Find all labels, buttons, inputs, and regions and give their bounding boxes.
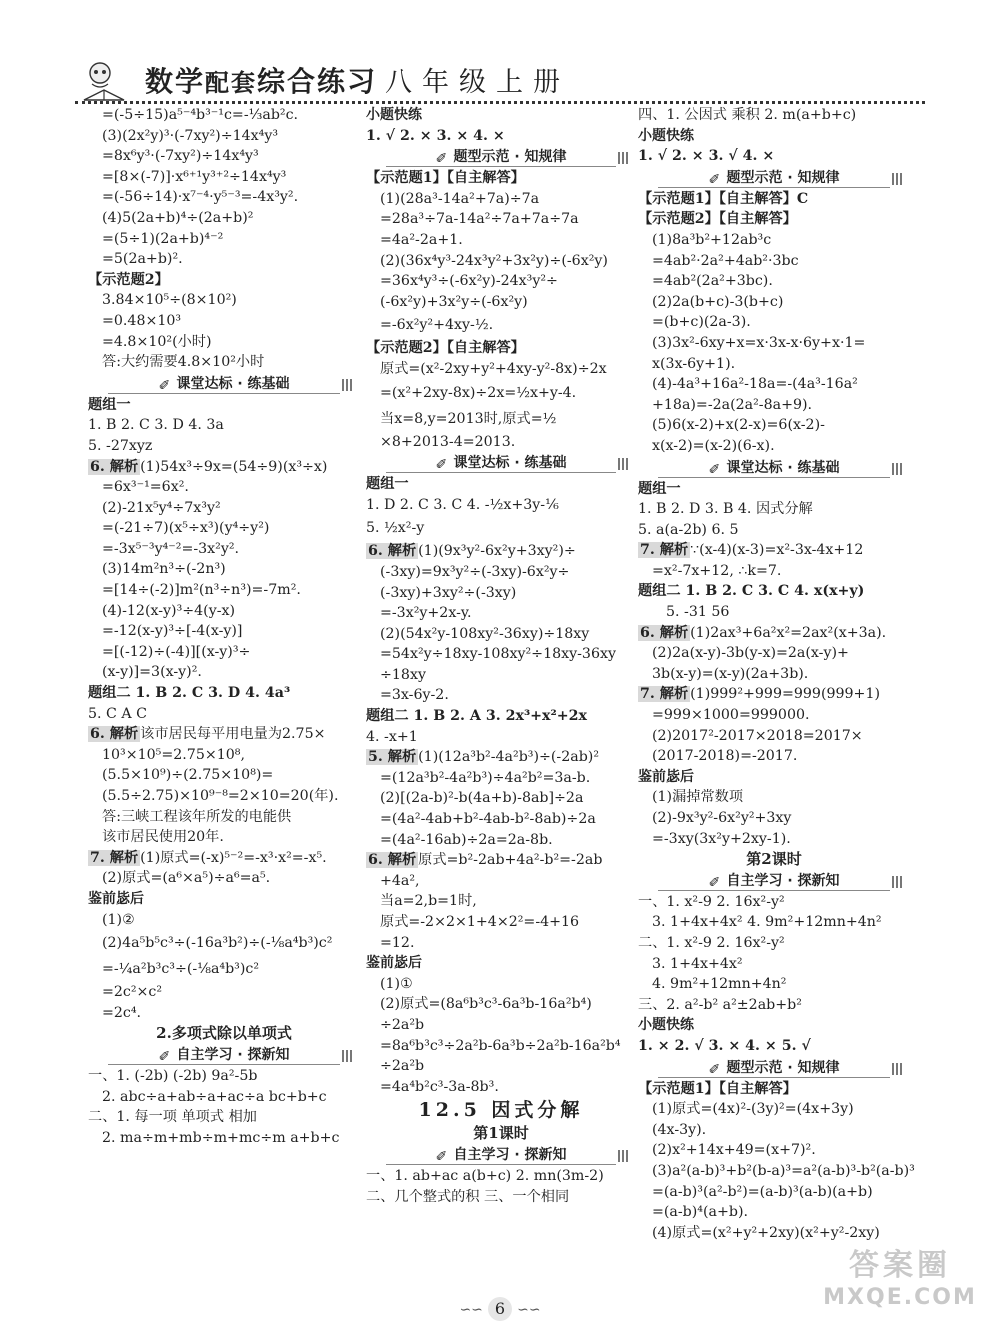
book-title: 数学配套综合练习 <box>145 65 378 98</box>
answer-column-2 <box>366 105 636 1207</box>
answer-line: 1. D 2. C 3. C 4. -½x+3y-⅙ <box>366 496 559 513</box>
answer-line <box>88 457 360 478</box>
lesson-heading: 第1课时 <box>473 1124 529 1143</box>
section-banner-label: ✐ 课堂达标 · 练基础 <box>708 460 839 476</box>
answer-line: 1. √ 2. × 3. √ 4. × <box>638 148 775 165</box>
watermark-logo <box>810 1247 990 1317</box>
answer-line: (2)原式=(a⁶×a⁵)÷a⁶=a⁵. <box>102 870 271 887</box>
answer-line: (-3xy)+3xy²÷(-3xy) <box>380 584 517 601</box>
answer-line: (2)[(2a-b)²-b(4a+b)-8ab]÷2a <box>380 790 584 807</box>
answer-line <box>638 540 910 561</box>
answer-line <box>88 848 360 869</box>
answer-line: (2)4a⁵b⁵c³÷(-16a³b²)÷(-⅛a⁴b³)c² <box>102 935 333 952</box>
answer-line: (4x-3y). <box>652 1121 707 1138</box>
answer-line: =5(2a+b)². <box>102 251 183 268</box>
answer-line: 10³×10⁵=2.75×10⁸, <box>102 746 245 763</box>
section-banner <box>366 146 636 168</box>
lesson-heading: 2.多项式除以单项式 <box>156 1024 292 1043</box>
answer-line: 5. ½x²-y <box>366 520 425 537</box>
answer-line: =(12a³b²-4a²b³)÷4a²b²=3a-b. <box>380 769 591 786</box>
answer-line: =999×1000=999000. <box>652 707 810 724</box>
answer-line: (3)3x²-6xy+x=x·3x-x·6y+x·1= <box>652 334 866 351</box>
answer-line: 3b(x-y)=(x-y)(2a+3b). <box>652 665 809 682</box>
answer-line: 1. √ 2. × 3. × 4. × <box>366 127 505 144</box>
answer-line: ÷18xy <box>380 666 426 683</box>
answer-column-1 <box>88 105 360 1148</box>
answer-line: =(5÷1)(2a+b)⁴⁻² <box>102 230 224 247</box>
analysis-tag: 5. 解析 <box>368 749 417 766</box>
analysis-tag: 7. 解析 <box>640 686 689 703</box>
answer-line: =4ab²·2a²+4ab²·3bc <box>652 252 799 269</box>
analysis-tag: 7. 解析 <box>90 849 139 866</box>
answer-line: 题组二 1. B 2. A 3. 2x³+x²+2x <box>366 708 587 725</box>
answer-line: 该市居民使用20年. <box>102 829 224 846</box>
analysis-tag: 6. 解析 <box>90 458 139 475</box>
answer-line: (2)-21x⁵y⁴÷7x³y² <box>102 499 221 516</box>
answer-line: =-6x²y²+4xy-½. <box>380 317 494 334</box>
answer-line: =-3xy(3x²y+2xy-1). <box>652 830 791 847</box>
answer-line: (2)(36x⁴y³-24x³y²+3x²y)÷(-6x²y) <box>380 252 608 269</box>
answer-line: =(-56÷14)·x⁷⁻⁴·y⁵⁻³=-4x³y². <box>102 189 299 206</box>
section-banner-label: ✐ 题型示范 · 知规律 <box>708 170 839 186</box>
answer-line: =4a⁴b²c³-3a-8b³. <box>380 1078 499 1095</box>
answer-line: (4)-4a³+16a²-18a=-(4a³-16a² <box>652 376 858 393</box>
answer-line: ÷2a²b <box>380 1016 425 1033</box>
answer-line: =8x⁶y³·(-7xy²)÷14x⁴y³ <box>102 148 259 165</box>
answer-line: (4)-12(x-y)³÷4(y-x) <box>102 602 236 619</box>
answer-line: =-3x²y+2x-y. <box>380 605 472 622</box>
section-banner-label: ✐ 题型示范 · 知规律 <box>708 1060 839 1076</box>
answer-line: =x²-7x+12, ∴k=7. <box>652 562 782 579</box>
answer-line: (4)5(2a+b)⁴÷(2a+b)² <box>102 209 254 226</box>
answer-text: (1)(9x³y²-6x²y+3xy²)÷ <box>418 543 576 560</box>
answer-line: =28a³÷7a-14a²÷7a+7a÷7a <box>380 211 579 228</box>
answer-line <box>366 850 636 871</box>
answer-line: 4. -x+1 <box>366 728 418 745</box>
answer-line: =3x-6y-2. <box>380 687 449 704</box>
answer-line: =2c⁴. <box>102 1004 142 1021</box>
section-banner <box>366 1144 636 1166</box>
book-grade: 八年级上册 <box>385 67 570 98</box>
answer-line: =(x²+2xy-8x)÷2x=½x+y-4. <box>380 384 577 401</box>
answer-line: (2)2017²-2017×2018=2017× <box>652 727 863 744</box>
answer-line: (2017-2018)=-2017. <box>652 748 798 765</box>
answer-line: =[(-12)÷(-4)][(x-y)³÷ <box>102 643 251 660</box>
analysis-tag: 7. 解析 <box>640 542 689 559</box>
watermark-url: MXQE.COM <box>823 1285 977 1310</box>
section-banner-label: ✐ 自主学习 · 探新知 <box>158 1047 289 1063</box>
answer-line: +4a², <box>380 872 420 889</box>
subsection-heading: 小题快练 <box>638 127 694 144</box>
section-banner <box>638 167 910 189</box>
answer-line <box>88 724 360 745</box>
answer-line: (5)6(x-2)+x(2-x)=6(x-2)- <box>652 417 825 434</box>
answer-column-3 <box>638 105 915 1243</box>
answer-line: (2)原式=(8a⁶b³c³-6a³b-16a²b⁴) <box>380 996 592 1013</box>
answer-line: 5. C A C <box>88 705 148 722</box>
answer-line: =6x³⁻¹=6x². <box>102 479 189 496</box>
section-banner <box>638 1057 910 1079</box>
answer-line <box>366 747 636 768</box>
answer-line: 二、几个整式的积 三、一个相同 <box>366 1188 570 1205</box>
answer-text: (1)原式=(-x)⁵⁻²=-x³·x²=-x⁵. <box>140 849 327 866</box>
analysis-tag: 6. 解析 <box>368 543 417 560</box>
subsection-heading: 小题快练 <box>366 107 422 123</box>
answer-line: =(a-b)⁴(a+b). <box>652 1204 748 1221</box>
section-banner-label: ✐ 课堂达标 · 练基础 <box>435 455 566 471</box>
answer-line: =4a²-2a+1. <box>380 231 463 248</box>
answer-line: 题组一 <box>88 396 131 413</box>
answer-line: 当x=8,y=2013时,原式=½ <box>380 410 557 427</box>
subsection-heading: 鉴前毖后 <box>88 890 144 907</box>
answer-line: 四、1. 公因式 乘积 2. m(a+b+c) <box>638 107 857 123</box>
answer-line: x(x-2)=(x-2)(6-x). <box>652 437 775 454</box>
answer-line: =(-5÷15)a⁵⁻⁴b³⁻¹c=-⅓ab²c. <box>102 107 299 123</box>
section-banner <box>638 457 910 479</box>
section-banner <box>366 452 636 474</box>
answer-line: 题组一 <box>638 480 681 497</box>
answer-line: 【示范题2】【自主解答】 <box>638 211 797 228</box>
answer-line: 答:三峡工程该年所发的电能供 <box>102 808 292 825</box>
page-header <box>0 0 1000 105</box>
answer-line: 1. × 2. √ 3. × 4. × 5. √ <box>638 1037 811 1054</box>
answer-line: 二、1. x²-9 2. 16x²-y² <box>638 934 785 951</box>
answer-line: 3. 1+4x+4x² 4. 9m²+12mn+4n² <box>652 914 882 931</box>
subsection-heading: 小题快练 <box>638 1017 694 1034</box>
answer-line: 当a=2,b=1时, <box>380 893 477 910</box>
answer-line: =-12(x-y)³÷[-4(x-y)] <box>102 623 243 640</box>
answer-line: 5. a(a-2b) 6. 5 <box>638 521 739 538</box>
answer-line: (5.5×10⁹)÷(2.75×10⁸)= <box>102 767 274 784</box>
chapter-heading: 12.5 因式分解 <box>418 1099 584 1122</box>
answer-line: 三、2. a²-b² a²±2ab+b² <box>638 996 802 1013</box>
answer-line <box>366 541 636 562</box>
answer-line: (2)x²+14x+49=(x+7)². <box>652 1142 816 1159</box>
answer-line: (-3xy)=9x³y²÷(-3xy)-6x²y÷ <box>380 563 570 580</box>
answer-line: 4. 9m²+12mn+4n² <box>652 976 787 993</box>
answer-line: =(-21÷7)(x⁵÷x³)(y⁴÷y²) <box>102 520 270 537</box>
answer-line: =[14÷(-2)]m²(n³÷n³)=-7m². <box>102 582 301 599</box>
answer-line: ÷2a²b <box>380 1058 425 1075</box>
answer-line: =-¼a²b³c³÷(-⅛a⁴b³)c² <box>102 961 260 978</box>
answer-line: 5. -31 56 <box>666 604 730 621</box>
answer-line: =(4a²-16ab)÷2a=2a-8b. <box>380 831 553 848</box>
answer-line <box>638 684 910 705</box>
answer-line: =4ab²(2a²+3bc). <box>652 273 773 290</box>
answer-line: =36x⁴y³÷(-6x²y)-24x³y²÷ <box>380 273 558 290</box>
answer-line: (2)2a(b+c)-3(b+c) <box>652 293 784 310</box>
answer-line: 3. 1+4x+4x² <box>652 955 743 972</box>
section-banner <box>638 870 910 892</box>
answer-text: ∵(x-4)(x-3)=x²-3x-4x+12 <box>690 542 864 559</box>
answer-line: (2)(54x²y-108xy²-36xy)÷18xy <box>380 625 590 642</box>
analysis-tag: 6. 解析 <box>90 726 139 743</box>
analysis-tag: 6. 解析 <box>368 852 417 869</box>
answer-line: 2. abc÷a+ab÷a+ac÷a bc+b+c <box>102 1088 327 1105</box>
answer-line: 【示范题1】【自主解答】 <box>366 170 525 187</box>
answer-line: (1)(28a³-14a²+7a)÷7a <box>380 190 540 207</box>
answer-line: (3)(2x²y)³·(-7xy²)÷14x⁴y³ <box>102 127 279 144</box>
answer-line: (5.5÷2.75)×10⁹⁻⁸=2×10=20(年). <box>102 788 339 804</box>
answer-line: 3.84×10⁵÷(8×10²) <box>102 292 237 309</box>
answer-line: 1. B 2. C 3. D 4. 3a <box>88 417 224 434</box>
answer-line: 一、1. x²-9 2. 16x²-y² <box>638 893 785 910</box>
answer-line: (1)② <box>102 911 135 928</box>
section-banner-label: ✐ 自主学习 · 探新知 <box>435 1147 566 1163</box>
analysis-tag: 6. 解析 <box>640 624 689 641</box>
subsection-heading: 鉴前毖后 <box>638 768 694 785</box>
answer-line: 【示范题2】【自主解答】 <box>366 340 525 357</box>
answer-line: =2c²×c² <box>102 984 163 1001</box>
answer-line: 原式=(x²-2xy+y²+4xy-y²-8x)÷2x <box>380 360 607 377</box>
subsection-heading: 鉴前毖后 <box>366 955 422 972</box>
answer-text: 原式=b²-2ab+4a²-b²=-2ab <box>418 852 603 869</box>
answer-line: (1)8a³b²+12ab³c <box>652 231 772 248</box>
answer-line: 2. ma÷m+mb÷m+mc÷m a+b+c <box>102 1129 340 1146</box>
answer-text: 该市居民每平用电量为2.75× <box>140 726 326 743</box>
answer-line: =54x²y÷18xy-108xy²÷18xy-36xy <box>380 646 616 663</box>
answer-line: =[8×(-7)]·x⁶⁺¹y³⁺²÷14x⁴y³ <box>102 168 287 185</box>
answer-line: 一、1. ab+ac a(b+c) 2. mn(3m-2) <box>366 1167 604 1184</box>
header-divider <box>75 101 925 104</box>
answer-line: 二、1. 每一项 单项式 相加 <box>88 1109 257 1126</box>
answer-line: +18a)=-2a(2a²-8a+9). <box>652 396 813 413</box>
answer-text: (1)54x³÷9x=(54÷9)(x³÷x) <box>140 458 328 475</box>
answer-line: 5. -27xyz <box>88 437 153 454</box>
lesson-heading: 第2课时 <box>746 850 802 869</box>
answer-line: =(b+c)(2a-3). <box>652 314 751 331</box>
answer-line: 1. B 2. D 3. B 4. 因式分解 <box>638 501 813 518</box>
section-banner <box>88 1044 360 1066</box>
answer-line: =0.48×10³ <box>102 312 182 329</box>
answer-text: (1)(12a³b²-4a²b³)÷(-2ab)² <box>418 749 600 766</box>
answer-line: 一、1. (-2b) (-2b) 9a²-5b <box>88 1067 258 1084</box>
answer-line: 题组二 1. B 2. C 3. D 4. 4a³ <box>88 685 291 702</box>
answer-line: =12. <box>380 934 415 951</box>
answer-line: =(a-b)³(a²-b²)=(a-b)³(a-b)(a+b) <box>652 1183 873 1200</box>
answer-line: (-6x²y)+3x²y÷(-6x²y) <box>380 293 528 310</box>
answer-line: 【示范题1】【自主解答】C <box>638 190 809 207</box>
answer-text: (1)999²+999=999(999+1) <box>690 686 881 703</box>
answer-line: 【示范题1】【自主解答】 <box>638 1080 797 1097</box>
answer-line: =-3x⁵⁻³y⁴⁻²=-3x²y². <box>102 540 240 557</box>
answer-text: (1)2ax³+6a²x²=2ax²(x+3a). <box>690 624 887 641</box>
answer-line: 原式=-2×2×1+4×2²=-4+16 <box>380 914 580 930</box>
answer-line: (3)a²(a-b)³+b²(b-a)³=a²(a-b)³-b²(a-b)³ <box>652 1162 915 1179</box>
mascot-reading-icon <box>78 60 130 102</box>
answer-line: 题组二 1. B 2. C 3. C 4. x(x+y) <box>638 583 865 600</box>
answer-line: =4.8×10²(小时) <box>102 333 212 350</box>
answer-line: 题组一 <box>366 476 409 493</box>
answer-line: (1)原式=(4x)²-(3y)²=(4x+3y) <box>652 1101 854 1118</box>
answer-line: (x-y)]=3(x-y)². <box>102 664 202 681</box>
answer-line: (2)2a(x-y)-3b(y-x)=2a(x-y)+ <box>652 645 849 662</box>
answer-line: (4)原式=(x²+y²+2xy)(x²+y²-2xy) <box>652 1224 880 1241</box>
answer-line: =(4a²-4ab+b²-4ab-b²-8ab)÷2a <box>380 811 596 828</box>
answer-line: (2)-9x³y²-6x²y²+3xy <box>652 810 792 826</box>
section-banner <box>88 373 360 395</box>
answer-line: 【示范题2】 <box>88 271 169 288</box>
page-number: ∽∽ 6 ∽∽ <box>440 1297 560 1323</box>
section-banner-label: ✐ 题型示范 · 知规律 <box>435 149 566 165</box>
section-banner-label: ✐ 课堂达标 · 练基础 <box>158 376 289 392</box>
answer-line <box>638 623 910 644</box>
answer-line: =8a⁶b³c³÷2a²b-6a³b÷2a²b-16a²b⁴ <box>380 1037 621 1054</box>
answer-line: (1)① <box>380 975 413 992</box>
answer-line: x(3x-6y+1). <box>652 355 736 372</box>
answer-line: (3)14m²n³÷(-2n³) <box>102 561 226 578</box>
answer-line: 答:大约需要4.8×10²小时 <box>102 354 265 371</box>
watermark-text: 答案圈 <box>849 1248 951 1283</box>
section-banner-label: ✐ 自主学习 · 探新知 <box>708 873 839 889</box>
answer-line: ×8+2013-4=2013. <box>380 433 516 450</box>
answer-line: (1)漏掉常数项 <box>652 789 744 806</box>
